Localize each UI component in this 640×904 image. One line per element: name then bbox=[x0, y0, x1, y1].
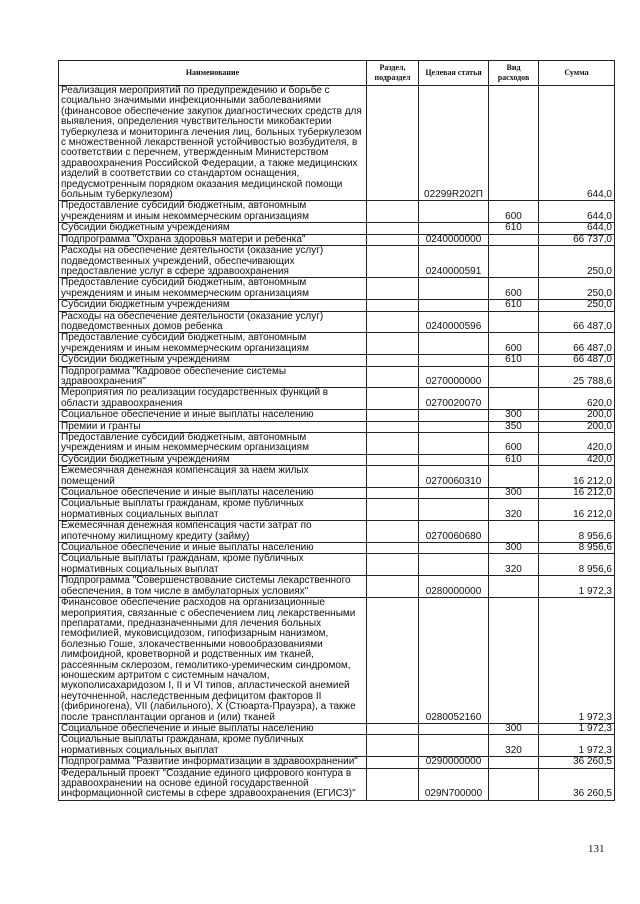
cell-sum: 250,0 bbox=[539, 246, 615, 278]
page-number: 131 bbox=[588, 843, 605, 855]
cell-section bbox=[367, 576, 419, 598]
cell-type: 600 bbox=[489, 433, 539, 455]
cell-type: 300 bbox=[489, 410, 539, 421]
cell-section bbox=[367, 311, 419, 333]
cell-sum: 1 972,3 bbox=[539, 723, 615, 734]
cell-name: Предоставление субсидий бюджетным, автономным учреждениям и иным некоммерческим организациям bbox=[59, 201, 367, 223]
table-row bbox=[59, 499, 615, 521]
cell-name: Субсидии бюджетным учреждениям bbox=[59, 454, 367, 465]
cell-target: 0240000000 bbox=[419, 234, 489, 245]
cell-name: Социальное обеспечение и иные выплаты населению bbox=[59, 543, 367, 554]
cell-sum: 420,0 bbox=[539, 454, 615, 465]
cell-section bbox=[367, 454, 419, 465]
cell-section bbox=[367, 768, 419, 800]
cell-type: 610 bbox=[489, 300, 539, 311]
cell-sum: 200,0 bbox=[539, 410, 615, 421]
cell-target: 0270000000 bbox=[419, 366, 489, 388]
cell-sum: 25 788,6 bbox=[539, 366, 615, 388]
cell-name: Предоставление субсидий бюджетным, автономным учреждениям и иным некоммерческим организациям bbox=[59, 278, 367, 300]
table-body bbox=[59, 86, 615, 801]
budget-table bbox=[58, 60, 615, 801]
cell-name: Социальное обеспечение и иные выплаты населению bbox=[59, 410, 367, 421]
table-row bbox=[59, 466, 615, 488]
cell-section bbox=[367, 598, 419, 724]
cell-target bbox=[419, 421, 489, 432]
cell-sum: 250,0 bbox=[539, 300, 615, 311]
cell-target bbox=[419, 223, 489, 234]
cell-target: 0290000000 bbox=[419, 757, 489, 768]
cell-sum: 644,0 bbox=[539, 223, 615, 234]
cell-target: 0240000591 bbox=[419, 246, 489, 278]
cell-name: Подпрограмма "Совершенствование системы лекарственного обеспечения, в том числе в амбулаторных условиях" bbox=[59, 576, 367, 598]
cell-section bbox=[367, 488, 419, 499]
cell-name: Субсидии бюджетным учреждениям bbox=[59, 300, 367, 311]
cell-target bbox=[419, 278, 489, 300]
table-row bbox=[59, 576, 615, 598]
cell-target bbox=[419, 333, 489, 355]
table-row bbox=[59, 355, 615, 366]
table-row bbox=[59, 410, 615, 421]
cell-sum: 16 212,0 bbox=[539, 466, 615, 488]
cell-type bbox=[489, 311, 539, 333]
cell-name: Ежемесячная денежная компенсация за наем жилых помещений bbox=[59, 466, 367, 488]
cell-sum: 16 212,0 bbox=[539, 499, 615, 521]
header-row bbox=[59, 61, 615, 86]
cell-section bbox=[367, 234, 419, 245]
cell-type: 300 bbox=[489, 723, 539, 734]
table-row bbox=[59, 223, 615, 234]
cell-target bbox=[419, 488, 489, 499]
cell-sum: 8 956,6 bbox=[539, 543, 615, 554]
cell-target: 0270060310 bbox=[419, 466, 489, 488]
cell-target bbox=[419, 454, 489, 465]
cell-type bbox=[489, 521, 539, 543]
cell-sum: 250,0 bbox=[539, 278, 615, 300]
cell-sum: 644,0 bbox=[539, 86, 615, 201]
cell-name: Социальные выплаты гражданам, кроме публичных нормативных социальных выплат bbox=[59, 735, 367, 757]
cell-sum: 66 737,0 bbox=[539, 234, 615, 245]
cell-sum: 620,0 bbox=[539, 388, 615, 410]
cell-type bbox=[489, 86, 539, 201]
cell-name: Премии и гранты bbox=[59, 421, 367, 432]
table-row bbox=[59, 554, 615, 576]
table-row bbox=[59, 333, 615, 355]
cell-section bbox=[367, 735, 419, 757]
cell-target bbox=[419, 543, 489, 554]
cell-type: 320 bbox=[489, 499, 539, 521]
cell-section bbox=[367, 201, 419, 223]
table-row bbox=[59, 388, 615, 410]
cell-section bbox=[367, 246, 419, 278]
cell-type bbox=[489, 388, 539, 410]
cell-name: Мероприятия по реализации государственных функций в области здравоохранения bbox=[59, 388, 367, 410]
cell-type bbox=[489, 466, 539, 488]
header-name: Наименование bbox=[59, 61, 367, 86]
cell-type: 350 bbox=[489, 421, 539, 432]
cell-type: 320 bbox=[489, 554, 539, 576]
cell-name: Подпрограмма "Охрана здоровья матери и ребенка" bbox=[59, 234, 367, 245]
cell-section bbox=[367, 223, 419, 234]
cell-sum: 420,0 bbox=[539, 433, 615, 455]
cell-type: 610 bbox=[489, 355, 539, 366]
cell-type: 300 bbox=[489, 543, 539, 554]
cell-sum: 16 212,0 bbox=[539, 488, 615, 499]
cell-name: Субсидии бюджетным учреждениям bbox=[59, 355, 367, 366]
table-row bbox=[59, 421, 615, 432]
cell-section bbox=[367, 421, 419, 432]
cell-type bbox=[489, 576, 539, 598]
cell-section bbox=[367, 433, 419, 455]
table-row bbox=[59, 366, 615, 388]
cell-section bbox=[367, 410, 419, 421]
cell-name: Социальное обеспечение и иные выплаты населению bbox=[59, 723, 367, 734]
cell-sum: 8 956,6 bbox=[539, 521, 615, 543]
cell-sum: 36 260,5 bbox=[539, 768, 615, 800]
table-row bbox=[59, 234, 615, 245]
cell-type bbox=[489, 234, 539, 245]
cell-target bbox=[419, 410, 489, 421]
cell-name: Реализация мероприятий по предупреждению и борьбе с социально значимыми инфекционными заболеваниями (финансовое обеспечение закупок диагностических средств для выявления, определения чувствительности микобактерии туберкулеза и мониторинга лечения лиц, больных туберкулезом с множественной лекарственной устойчивостью возбудителя, в соответствии с перечнем, утвержденным Министерством здравоохранения Российской Федерации, а также медицинских изделий в соответствии со стандартом оснащения, предусмотренным порядком оказания медицинской помощи больным туберкулезом) bbox=[59, 86, 367, 201]
table-row bbox=[59, 278, 615, 300]
table-row bbox=[59, 598, 615, 724]
cell-sum: 66 487,0 bbox=[539, 311, 615, 333]
cell-target: 0270060680 bbox=[419, 521, 489, 543]
cell-section bbox=[367, 86, 419, 201]
cell-section bbox=[367, 388, 419, 410]
cell-sum: 8 956,6 bbox=[539, 554, 615, 576]
cell-target bbox=[419, 499, 489, 521]
cell-type: 600 bbox=[489, 201, 539, 223]
header-target: Целевая статья bbox=[419, 61, 489, 86]
cell-type bbox=[489, 768, 539, 800]
cell-target bbox=[419, 554, 489, 576]
cell-section bbox=[367, 521, 419, 543]
cell-type: 610 bbox=[489, 454, 539, 465]
cell-name: Расходы на обеспечение деятельности (оказание услуг) подведомственных домов ребенка bbox=[59, 311, 367, 333]
cell-sum: 1 972,3 bbox=[539, 598, 615, 724]
cell-name: Субсидии бюджетным учреждениям bbox=[59, 223, 367, 234]
table-row bbox=[59, 735, 615, 757]
table-row bbox=[59, 300, 615, 311]
cell-section bbox=[367, 723, 419, 734]
cell-sum: 200,0 bbox=[539, 421, 615, 432]
cell-name: Ежемесячная денежная компенсация части затрат по ипотечному жилищному кредиту (займу) bbox=[59, 521, 367, 543]
cell-type: 320 bbox=[489, 735, 539, 757]
table-row bbox=[59, 201, 615, 223]
cell-type: 610 bbox=[489, 223, 539, 234]
cell-section bbox=[367, 355, 419, 366]
cell-target: 02299R202П bbox=[419, 86, 489, 201]
table-row bbox=[59, 311, 615, 333]
cell-target bbox=[419, 201, 489, 223]
table-row bbox=[59, 757, 615, 768]
cell-target: 0240000596 bbox=[419, 311, 489, 333]
cell-type bbox=[489, 366, 539, 388]
cell-sum: 36 260,5 bbox=[539, 757, 615, 768]
cell-target bbox=[419, 723, 489, 734]
cell-sum: 1 972,3 bbox=[539, 735, 615, 757]
table-row bbox=[59, 86, 615, 201]
cell-sum: 66 487,0 bbox=[539, 355, 615, 366]
table-row bbox=[59, 246, 615, 278]
cell-name: Социальные выплаты гражданам, кроме публичных нормативных социальных выплат bbox=[59, 499, 367, 521]
cell-section bbox=[367, 466, 419, 488]
cell-section bbox=[367, 333, 419, 355]
cell-section bbox=[367, 757, 419, 768]
cell-type: 600 bbox=[489, 278, 539, 300]
cell-target: 029N700000 bbox=[419, 768, 489, 800]
table-row bbox=[59, 454, 615, 465]
cell-name: Предоставление субсидий бюджетным, автономным учреждениям и иным некоммерческим организациям bbox=[59, 433, 367, 455]
cell-name: Федеральный проект "Создание единого цифрового контура в здравоохранении на основе единой государственной информационной системы в сфере здравоохранения (ЕГИСЗ)" bbox=[59, 768, 367, 800]
cell-name: Предоставление субсидий бюджетным, автономным учреждениям и иным некоммерческим организациям bbox=[59, 333, 367, 355]
cell-type bbox=[489, 757, 539, 768]
cell-type bbox=[489, 598, 539, 724]
cell-sum: 66 487,0 bbox=[539, 333, 615, 355]
table-row bbox=[59, 768, 615, 800]
cell-name: Социальные выплаты гражданам, кроме публичных нормативных социальных выплат bbox=[59, 554, 367, 576]
cell-target: 0270020070 bbox=[419, 388, 489, 410]
cell-section bbox=[367, 278, 419, 300]
cell-name: Расходы на обеспечение деятельности (оказание услуг) подведомственных учреждений, обеспечивающих предоставление услуг в сфере здравоохранения bbox=[59, 246, 367, 278]
cell-name: Финансовое обеспечение расходов на организационные мероприятия, связанные с обеспечением лиц лекарственными препаратами, предназначенными для лечения больных гемофилией, муковисцидозом, гипофизарным нанизмом, болезнью Гоше, злокачественными новообразованиями лимфоидной, кроветворной и родственных им тканей, рассеянным склерозом, гемолитико-уремическим синдромом, юношеским артритом с системным началом, мукополисахаридозом I, II и VI типов, апластической анемией неуточненной, наследственным дефицитом факторов II (фибриногена), VII (лабильного), X (Стюарта-Прауэра), а также после трансплантации органов и (или) тканей bbox=[59, 598, 367, 724]
header-sum: Сумма bbox=[539, 61, 615, 86]
cell-section bbox=[367, 543, 419, 554]
cell-target bbox=[419, 300, 489, 311]
cell-target bbox=[419, 355, 489, 366]
cell-type bbox=[489, 246, 539, 278]
cell-sum: 644,0 bbox=[539, 201, 615, 223]
cell-sum: 1 972,3 bbox=[539, 576, 615, 598]
header-type: Вид расходов bbox=[489, 61, 539, 86]
cell-type: 600 bbox=[489, 333, 539, 355]
cell-section bbox=[367, 554, 419, 576]
cell-name: Подпрограмма "Развитие информатизации в здравоохранении" bbox=[59, 757, 367, 768]
table-row bbox=[59, 521, 615, 543]
table-row bbox=[59, 433, 615, 455]
cell-target bbox=[419, 433, 489, 455]
header-section: Раздел, подраздел bbox=[367, 61, 419, 86]
cell-section bbox=[367, 366, 419, 388]
cell-target: 0280052160 bbox=[419, 598, 489, 724]
cell-section bbox=[367, 499, 419, 521]
cell-name: Подпрограмма "Кадровое обеспечение системы здравоохранения" bbox=[59, 366, 367, 388]
cell-name: Социальное обеспечение и иные выплаты населению bbox=[59, 488, 367, 499]
cell-section bbox=[367, 300, 419, 311]
cell-target bbox=[419, 735, 489, 757]
cell-target: 0280000000 bbox=[419, 576, 489, 598]
cell-type: 300 bbox=[489, 488, 539, 499]
